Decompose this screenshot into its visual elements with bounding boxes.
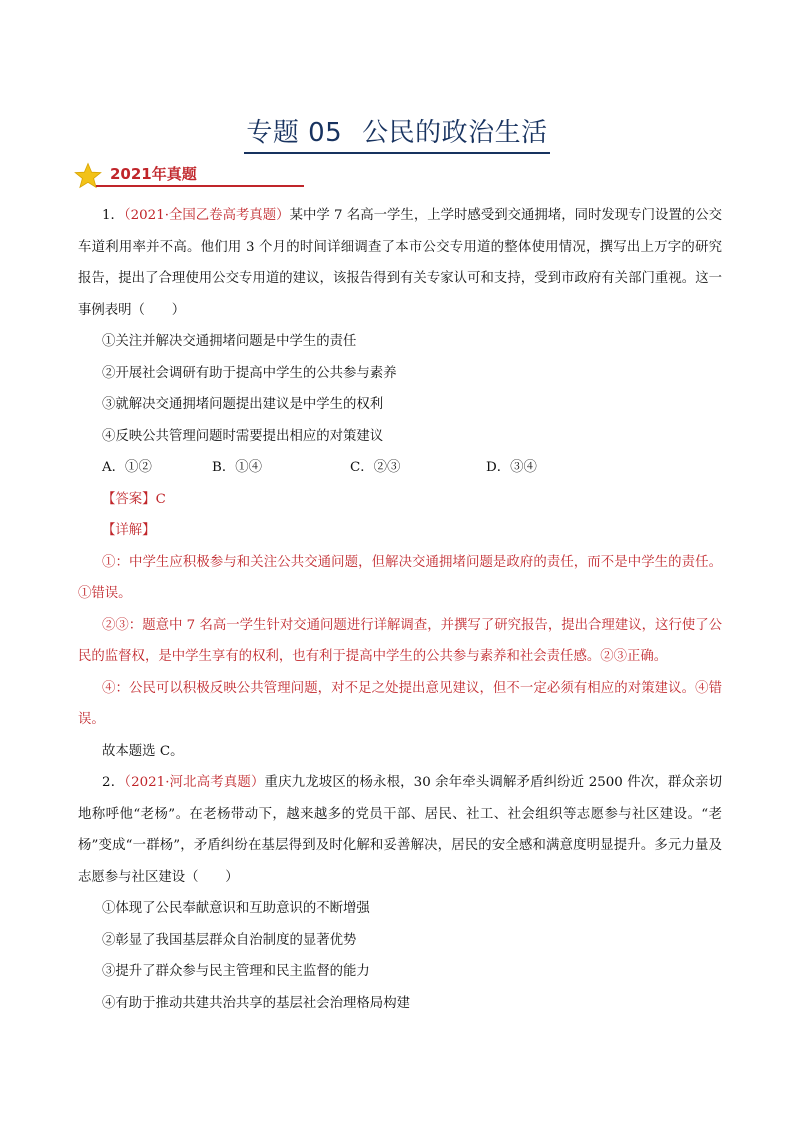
title-part-number: 专题 05	[246, 118, 343, 148]
q1-statement-4: ④反映公共管理问题时需要提出相应的对策建议	[102, 428, 384, 444]
q1-number: 1．	[102, 208, 124, 223]
q1-statement-1: ①关注并解决交通拥堵问题是中学生的责任	[102, 334, 357, 349]
question-content	[78, 200, 722, 1019]
q1-option-a: A．①②	[102, 460, 152, 475]
q2-stem-text: 重庆九龙坡区的杨永根，30 余年牵头调解矛盾纠纷近 2500 件次，群众亲切地称呼他“老杨”。在老杨带动下，越来越多的党员干部、居民、社工、社会组织等志愿参与社区建设。“老杨”变成“一群杨”，矛盾纠纷在基层得到及时化解和妥善解决，居民的安全感和满意度明显提升。多元力量及志愿参与社区建设（ ）	[78, 775, 722, 885]
q1-option-d: D．③④	[486, 460, 537, 475]
title-part-topic: 公民的政治生活	[362, 118, 548, 148]
section-underline	[96, 185, 304, 187]
q1-statement-3: ③就解决交通拥堵问题提出建议是中学生的权利	[102, 397, 384, 412]
q1-stem	[78, 200, 722, 326]
q1-option-c: C．②③	[350, 460, 401, 475]
q1-option-b: B．①④	[212, 460, 263, 475]
q1-source: （2021·全国乙卷高考真题）	[123, 208, 290, 223]
q2-statement-3: ③提升了群众参与民主管理和民主监督的能力	[102, 964, 370, 979]
q1-explanation-2: ②③：题意中 7 名高一学生针对交通问题进行详解调查，并撰写了研究报告，提出合理建议，这行使了公民的监督权，是中学生享有的权利，也有利于提高中学生的公共参与素养和社会责任感。②③正确。	[78, 617, 722, 664]
q1-conclusion: 故本题选 C。	[102, 743, 184, 759]
q1-options	[78, 452, 722, 484]
q2-number: 2．	[102, 775, 125, 790]
q1-detail-tag	[78, 515, 722, 547]
answer-tag: 【答案】	[102, 491, 156, 507]
section-label: 2021年真题	[110, 165, 197, 183]
title-block	[0, 112, 794, 154]
q1-statement-2: ②开展社会调研有助于提高中学生的公共参与素养	[102, 365, 397, 381]
q1-explanation-3: ④：公民可以积极反映公共管理问题，对不足之处提出意见建议，但不一定必须有相应的对策建议。④错误。	[78, 680, 722, 727]
q1-explanation-1: ①：中学生应积极参与和关注公共交通问题，但解决交通拥堵问题是政府的责任，而不是中学生的责任。①错误。	[78, 554, 722, 601]
q1-stem-text: 某中学 7 名高一学生，上学时感受到交通拥堵，同时发现专门设置的公交车道利用率并不高。他们用 3 个月的时间详细调查了本市公交专用道的整体使用情况，撰写出上万字的研究报告，提出了合理使用公交专用道的建议，该报告得到有关专家认可和支持，受到市政府有关部门重视。这一事例表明（ ）	[78, 208, 722, 318]
q2-statement-4: ④有助于推动共建共治共享的基层社会治理格局构建	[102, 995, 410, 1011]
q2-statement-1: ①体现了公民奉献意识和互助意识的不断增强	[102, 901, 370, 916]
q2-source: （2021·河北高考真题）	[124, 775, 265, 790]
q1-answer	[78, 484, 722, 516]
detail-tag: 【详解】	[102, 523, 156, 538]
q2-stem	[78, 767, 722, 893]
section-header	[74, 160, 334, 190]
answer-value: C	[155, 491, 166, 507]
page-title	[244, 112, 549, 154]
q2-statement-2: ②彰显了我国基层群众自治制度的显著优势	[102, 932, 357, 948]
